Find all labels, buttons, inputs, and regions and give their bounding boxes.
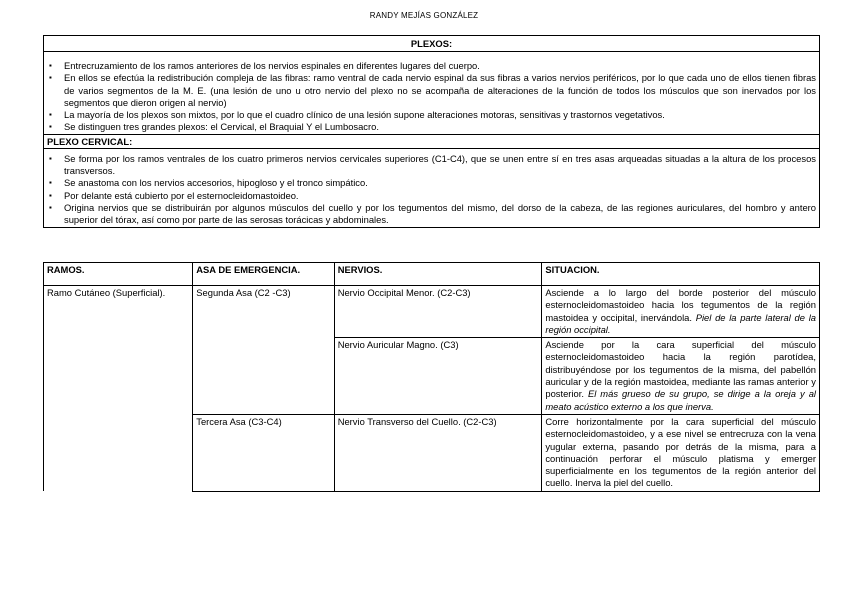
situacion-cell bbox=[542, 338, 820, 415]
nervio-cell: Nervio Auricular Magno. (C3) bbox=[334, 338, 542, 415]
table-row bbox=[44, 286, 820, 338]
plexos-title: PLEXOS: bbox=[43, 35, 820, 52]
situacion-text: Corre horizontalmente por la cara superficial del músculo esternocleidomastoideo, y a ese nivel se entrecruza con la vena yugular externa, pasando por detrás de la misma, para a continuación perforar el músculo platisma y emerger superficialmente en los tegumentos de la región anterior del cuello. Inerva la piel del cuello. bbox=[545, 415, 816, 489]
plexos-bullet-list bbox=[44, 51, 819, 134]
plexos-section bbox=[43, 51, 820, 228]
table-header-row bbox=[44, 263, 820, 286]
list-item: ▪ En ellos se efectúa la redistribución compleja de las fibras: ramo ventral de cada nervio espinal da sus fibras a varios nervios periféricos, por lo que cada uno de ellos tienen fibras de varios segmentos de la M. E. (una lesión de uno u otro nervio del plexo no se acompaña de alteraciones de la función de todos los músculos que son inervados por los segmentos que dieron origen al nervio) bbox=[64, 72, 816, 109]
situacion-italic-text: El más grueso de su grupo, se dirige a la oreja y al meato acústico externo a los que inerva. bbox=[545, 388, 816, 412]
header-situacion: SITUACION. bbox=[542, 263, 820, 286]
list-item: ▪ Se distinguen tres grandes plexos: el Cervical, el Braquial Y el Lumbosacro. bbox=[64, 121, 816, 133]
list-item: ▪ Se anastoma con los nervios accesorios, hipogloso y el tronco simpático. bbox=[64, 177, 816, 189]
situacion-italic-text: Piel de la parte lateral de la región occipital. bbox=[545, 311, 816, 335]
situacion-cell bbox=[542, 414, 820, 491]
header-ramos: RAMOS. bbox=[44, 263, 193, 286]
nervio-cell: Nervio Transverso del Cuello. (C2-C3) bbox=[334, 414, 542, 491]
situacion-text: Asciende a lo largo del borde posterior del músculo esternocleidomastoideo hacia los tegumentos de la región mastoidea y occipital, inervándola. bbox=[545, 287, 816, 323]
header-asa: ASA DE EMERGENCIA. bbox=[193, 263, 334, 286]
list-item: ▪ Se forma por los ramos ventrales de los cuatro primeros nervios cervicales superiores (C1-C4), que se unen entre sí en tres asas arqueadas situadas a la altura de los procesos transversos. bbox=[64, 153, 816, 178]
nerves-table bbox=[43, 262, 820, 492]
author-header: RANDY MEJÍAS GONZÁLEZ bbox=[369, 11, 479, 20]
ramo-cell: Ramo Cutáneo (Superficial). bbox=[44, 286, 193, 492]
list-item: ▪ Por delante está cubierto por el esternocleidomastoideo. bbox=[64, 190, 816, 202]
plexo-cervical-title: PLEXO CERVICAL: bbox=[44, 134, 819, 148]
situacion-text: Asciende por la cara superficial del músculo esternocleidomastoideo hacia la región parotídea, distribuyéndose por los tegumentos de la misma, del pabellón auricular y de la región mastoidea, mediante las ramas anterior y posterior. bbox=[545, 339, 816, 400]
asa-cell: Tercera Asa (C3-C4) bbox=[193, 414, 334, 491]
nervio-cell: Nervio Occipital Menor. (C2-C3) bbox=[334, 286, 542, 338]
situacion-cell bbox=[542, 286, 820, 338]
list-item: ▪ Origina nervios que se distribuirán por algunos músculos del cuello y por los tegumentos del mismo, del dorso de la cabeza, de las regiones auriculares, del hombro y antero superior del tórax, así como por parte de las serosas torácicas y abdominales. bbox=[64, 202, 816, 227]
asa-cell: Segunda Asa (C2 -C3) bbox=[193, 286, 334, 415]
list-item: ▪ La mayoría de los plexos son mixtos, por lo que el cuadro clínico de una lesión supone alteraciones motoras, sensitivas y trastornos vegetativos. bbox=[64, 109, 816, 121]
list-item: ▪ Entrecruzamiento de los ramos anteriores de los nervios espinales en diferentes lugares del cuerpo. bbox=[64, 60, 816, 72]
header-nervios: NERVIOS. bbox=[334, 263, 542, 286]
cervical-bullet-list bbox=[44, 148, 819, 227]
